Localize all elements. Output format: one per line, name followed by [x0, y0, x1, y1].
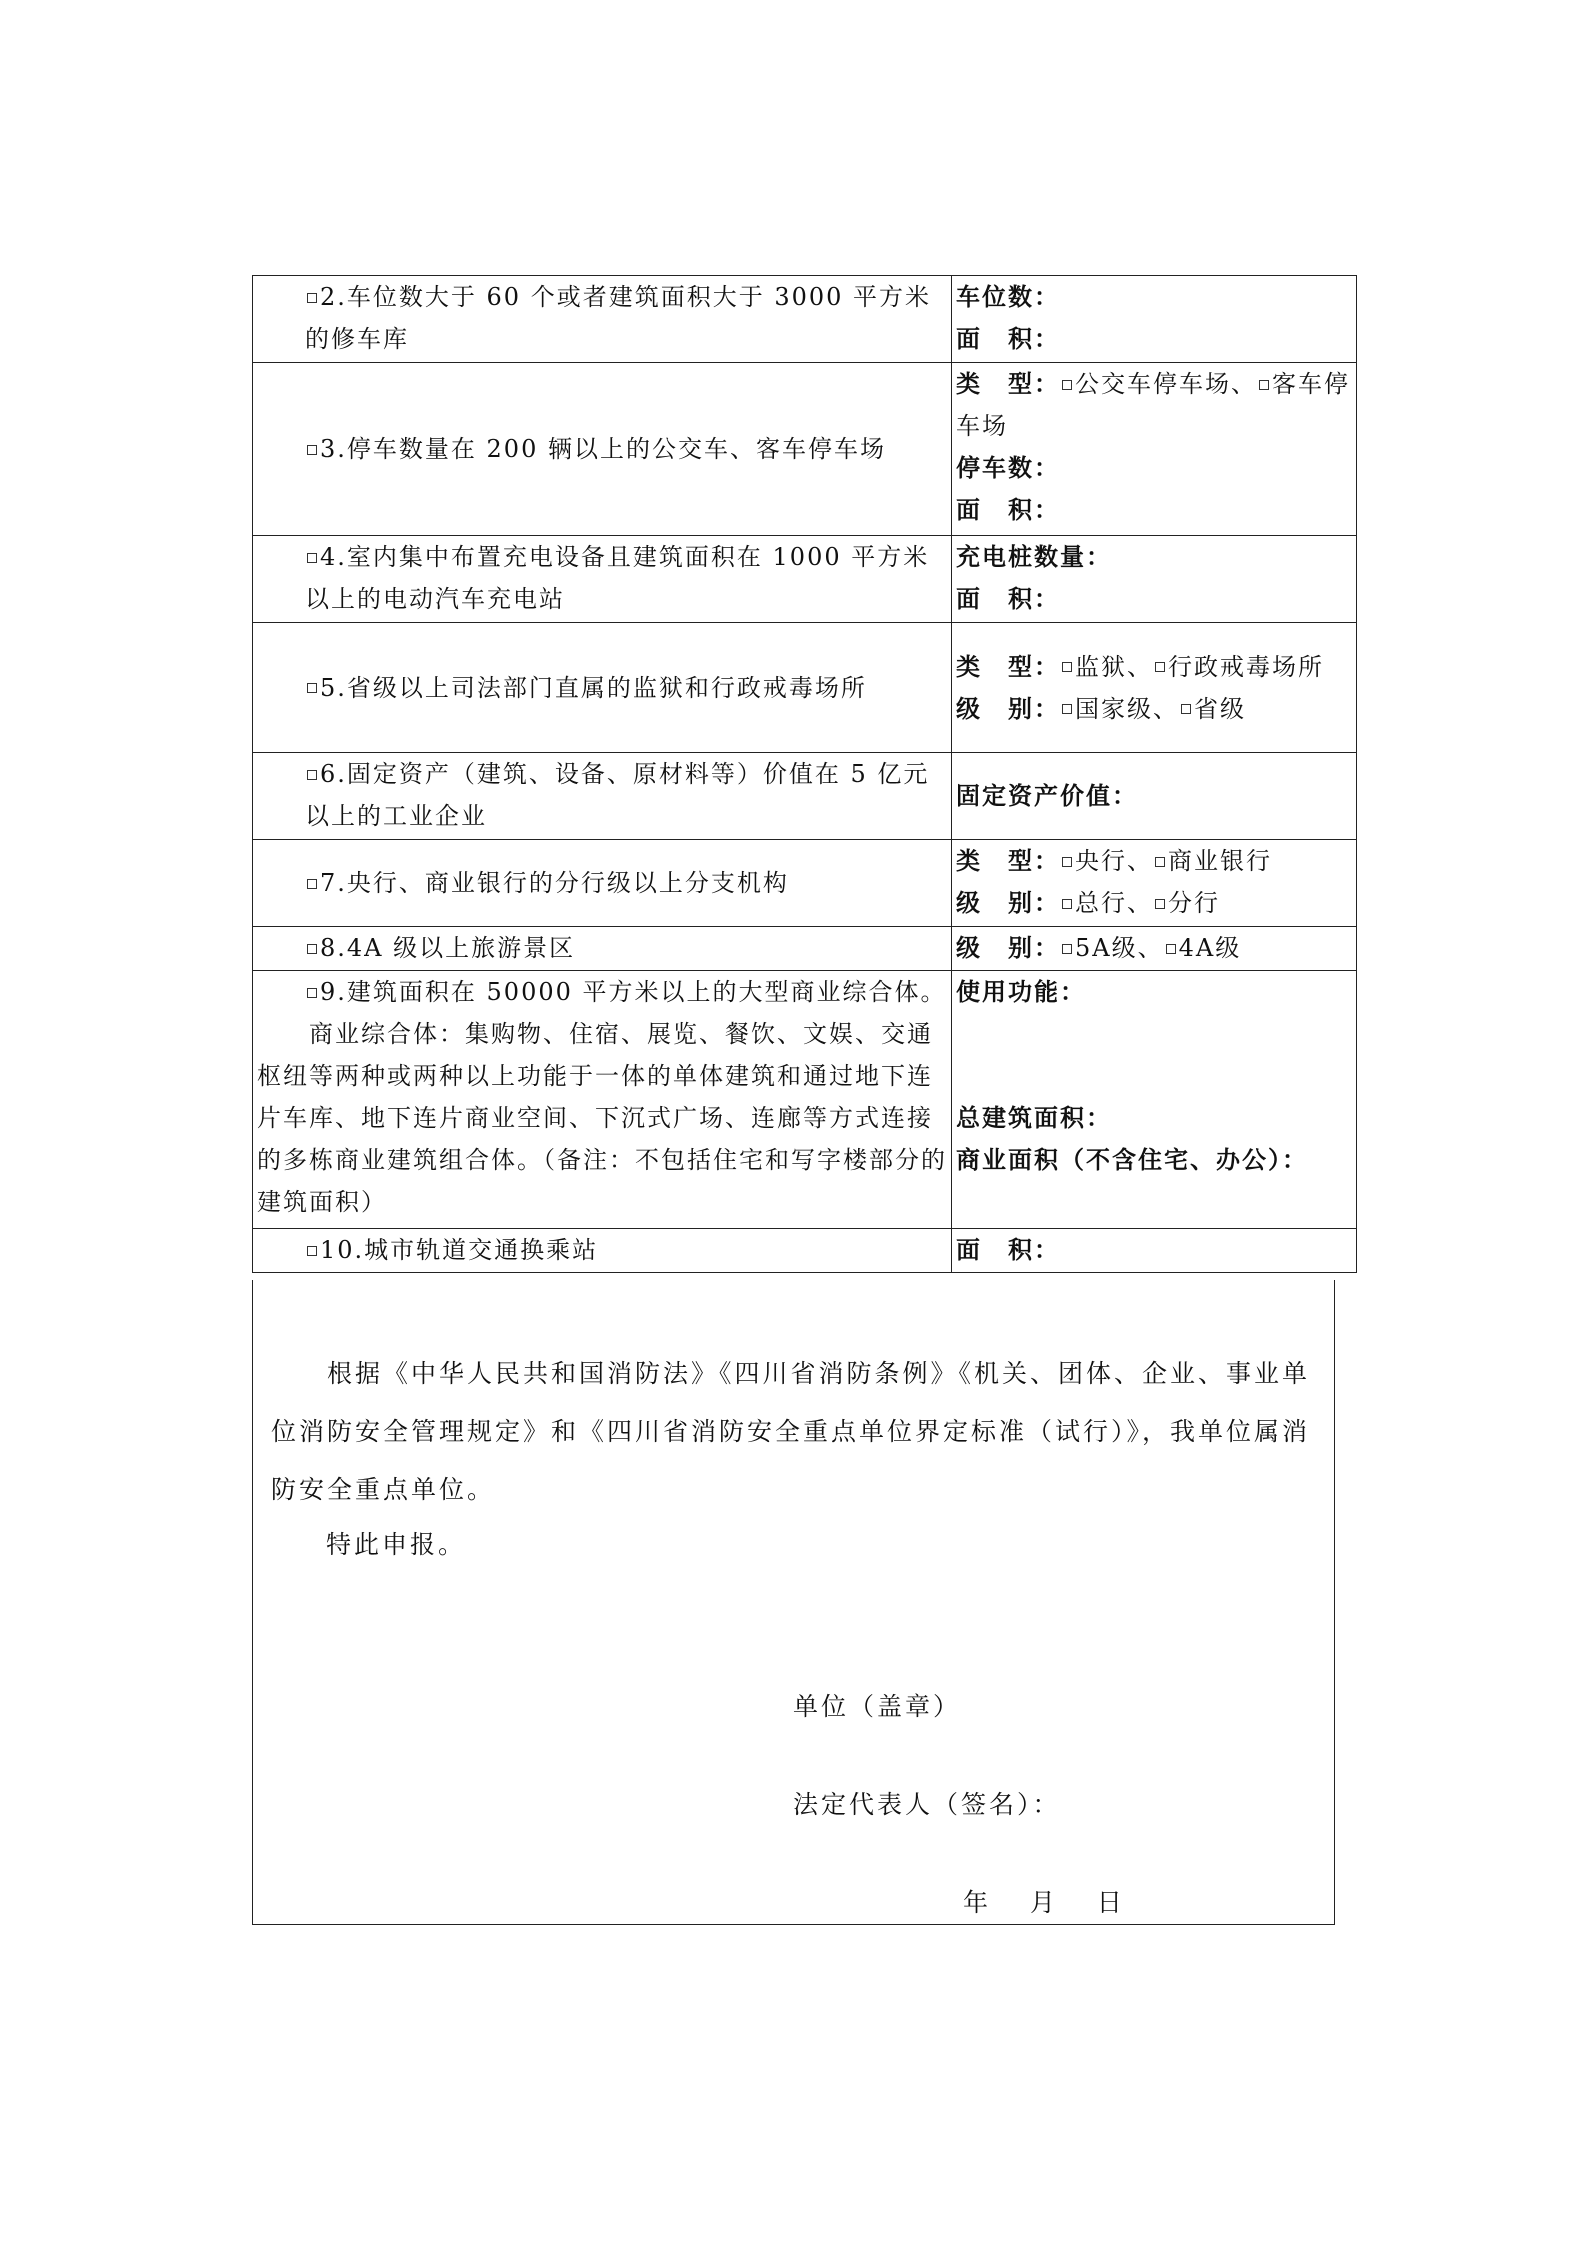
table-row — [253, 363, 1357, 536]
table-row — [253, 1229, 1357, 1273]
criterion-text: 9.建筑面积在 50000 平方米以上的大型商业综合体。 — [320, 978, 947, 1006]
field-label[interactable]: 面 积： — [956, 495, 1060, 524]
checkbox[interactable] — [1062, 944, 1072, 954]
criterion-cell — [253, 276, 952, 363]
criterion-text: 6.固定资产（建筑、设备、原材料等）价值在 5 亿元以上的工业企业 — [305, 760, 930, 830]
fill-cell — [952, 276, 1357, 363]
field-label: 类 型： — [956, 369, 1060, 398]
field-label[interactable]: 使用功能： — [956, 977, 1086, 1006]
checkbox[interactable] — [307, 770, 317, 780]
criterion-note: 商业综合体：集购物、住宿、展览、餐饮、文娱、交通枢纽等两种或两种以上功能于一体的单体建筑和通过地下连片车库、地下连片商业空间、下沉式广场、连廊等方式连接的多栋商业建筑组合体。（备注：不包括住宅和写字楼部分的建筑面积） — [257, 1020, 947, 1216]
option-label: 省级 — [1194, 694, 1246, 723]
option-label: 分行 — [1168, 889, 1220, 917]
table-row — [253, 927, 1357, 971]
criterion-text: 2.车位数大于 60 个或者建筑面积大于 3000 平方米的修车库 — [305, 283, 932, 353]
option-label: 公交车停车场、 — [1075, 370, 1257, 398]
option-label: 行政戒毒场所 — [1168, 652, 1324, 681]
criterion-text: 8.4A 级以上旅游景区 — [320, 934, 576, 962]
fill-cell — [952, 1229, 1357, 1273]
criterion-cell — [253, 753, 952, 840]
checkbox[interactable] — [1155, 857, 1165, 867]
field-label[interactable]: 固定资产价值： — [956, 781, 1138, 810]
field-label[interactable]: 商业面积（不含住宅、办公）： — [956, 1145, 1308, 1174]
field-label: 类 型： — [956, 846, 1060, 875]
unit-seal-label[interactable]: 单位（盖章） — [793, 1692, 962, 1721]
criteria-table — [252, 275, 1357, 1273]
fill-cell — [952, 536, 1357, 623]
criterion-text: 5.省级以上司法部门直属的监狱和行政戒毒场所 — [320, 673, 867, 702]
criterion-cell — [253, 623, 952, 753]
checkbox[interactable] — [307, 1246, 317, 1256]
fill-cell — [952, 840, 1357, 927]
field-label[interactable]: 车位数： — [956, 282, 1060, 311]
checkbox[interactable] — [1062, 704, 1072, 714]
field-label: 级 别： — [956, 693, 1060, 723]
criterion-text: 4.室内集中布置充电设备且建筑面积在 1000 平方米以上的电动汽车充电站 — [305, 543, 930, 613]
date-label[interactable]: 年 月 日 — [963, 1888, 1125, 1917]
field-label[interactable]: 面 积： — [956, 324, 1060, 353]
checkbox[interactable] — [307, 683, 317, 693]
fill-cell — [952, 927, 1357, 971]
checkbox[interactable] — [1181, 704, 1191, 714]
table-row — [253, 276, 1357, 363]
option-label: 央行、 — [1075, 847, 1153, 875]
table-row — [253, 753, 1357, 840]
checkbox[interactable] — [307, 445, 317, 455]
checkbox[interactable] — [307, 988, 317, 998]
field-label: 级 别： — [956, 888, 1060, 917]
criterion-text: 7.央行、商业银行的分行级以上分支机构 — [320, 869, 789, 897]
criterion-cell — [253, 1229, 952, 1273]
option-label: 国家级、 — [1075, 694, 1179, 723]
table-row — [253, 623, 1357, 753]
criterion-text: 3.停车数量在 200 辆以上的公交车、客车停车场 — [320, 435, 886, 463]
checkbox[interactable] — [1062, 662, 1072, 672]
option-label: 4A级 — [1178, 934, 1242, 962]
declaration-paragraph: 根据《中华人民共和国消防法》《四川省消防条例》《机关、团体、企业、事业单位消防安全管理规定》和《四川省消防安全重点单位界定标准（试行）》，我单位属消防安全重点单位。 — [271, 1359, 1311, 1504]
checkbox[interactable] — [1259, 380, 1269, 390]
checkbox[interactable] — [1155, 899, 1165, 909]
criterion-cell — [253, 971, 952, 1229]
field-label: 类 型： — [956, 651, 1060, 681]
declaration-closing: 特此申报。 — [326, 1530, 467, 1559]
checkbox[interactable] — [307, 879, 317, 889]
legal-rep-label[interactable]: 法定代表人（签名）： — [793, 1790, 1061, 1819]
criterion-cell — [253, 363, 952, 536]
fill-cell — [952, 971, 1357, 1229]
checkbox[interactable] — [1155, 662, 1165, 672]
field-label: 级 别： — [956, 933, 1060, 962]
field-label[interactable]: 总建筑面积： — [956, 1103, 1112, 1132]
table-row — [253, 971, 1357, 1229]
field-label[interactable]: 充电桩数量： — [956, 542, 1112, 571]
fill-cell — [952, 623, 1357, 753]
declaration-text — [271, 1345, 1311, 1519]
criterion-cell — [253, 536, 952, 623]
criterion-cell — [253, 927, 952, 971]
checkbox[interactable] — [307, 944, 317, 954]
option-label: 5A级、 — [1075, 934, 1164, 962]
checkbox[interactable] — [1062, 380, 1072, 390]
option-label: 监狱、 — [1075, 652, 1153, 681]
option-label: 总行、 — [1075, 889, 1153, 917]
option-label: 客车停车场 — [956, 370, 1350, 440]
checkbox[interactable] — [307, 553, 317, 563]
table-row — [253, 840, 1357, 927]
criterion-text: 10.城市轨道交通换乘站 — [320, 1236, 599, 1264]
option-label: 商业银行 — [1168, 847, 1272, 875]
fill-cell — [952, 363, 1357, 536]
checkbox[interactable] — [1062, 899, 1072, 909]
field-label[interactable]: 面 积： — [956, 584, 1060, 613]
checkbox[interactable] — [307, 293, 317, 303]
checkbox[interactable] — [1166, 944, 1176, 954]
criterion-cell — [253, 840, 952, 927]
table-row — [253, 536, 1357, 623]
fill-cell — [952, 753, 1357, 840]
checkbox[interactable] — [1062, 857, 1072, 867]
field-label[interactable]: 面 积： — [956, 1235, 1060, 1264]
field-label[interactable]: 停车数： — [956, 453, 1060, 482]
declaration-box — [252, 1280, 1335, 1925]
